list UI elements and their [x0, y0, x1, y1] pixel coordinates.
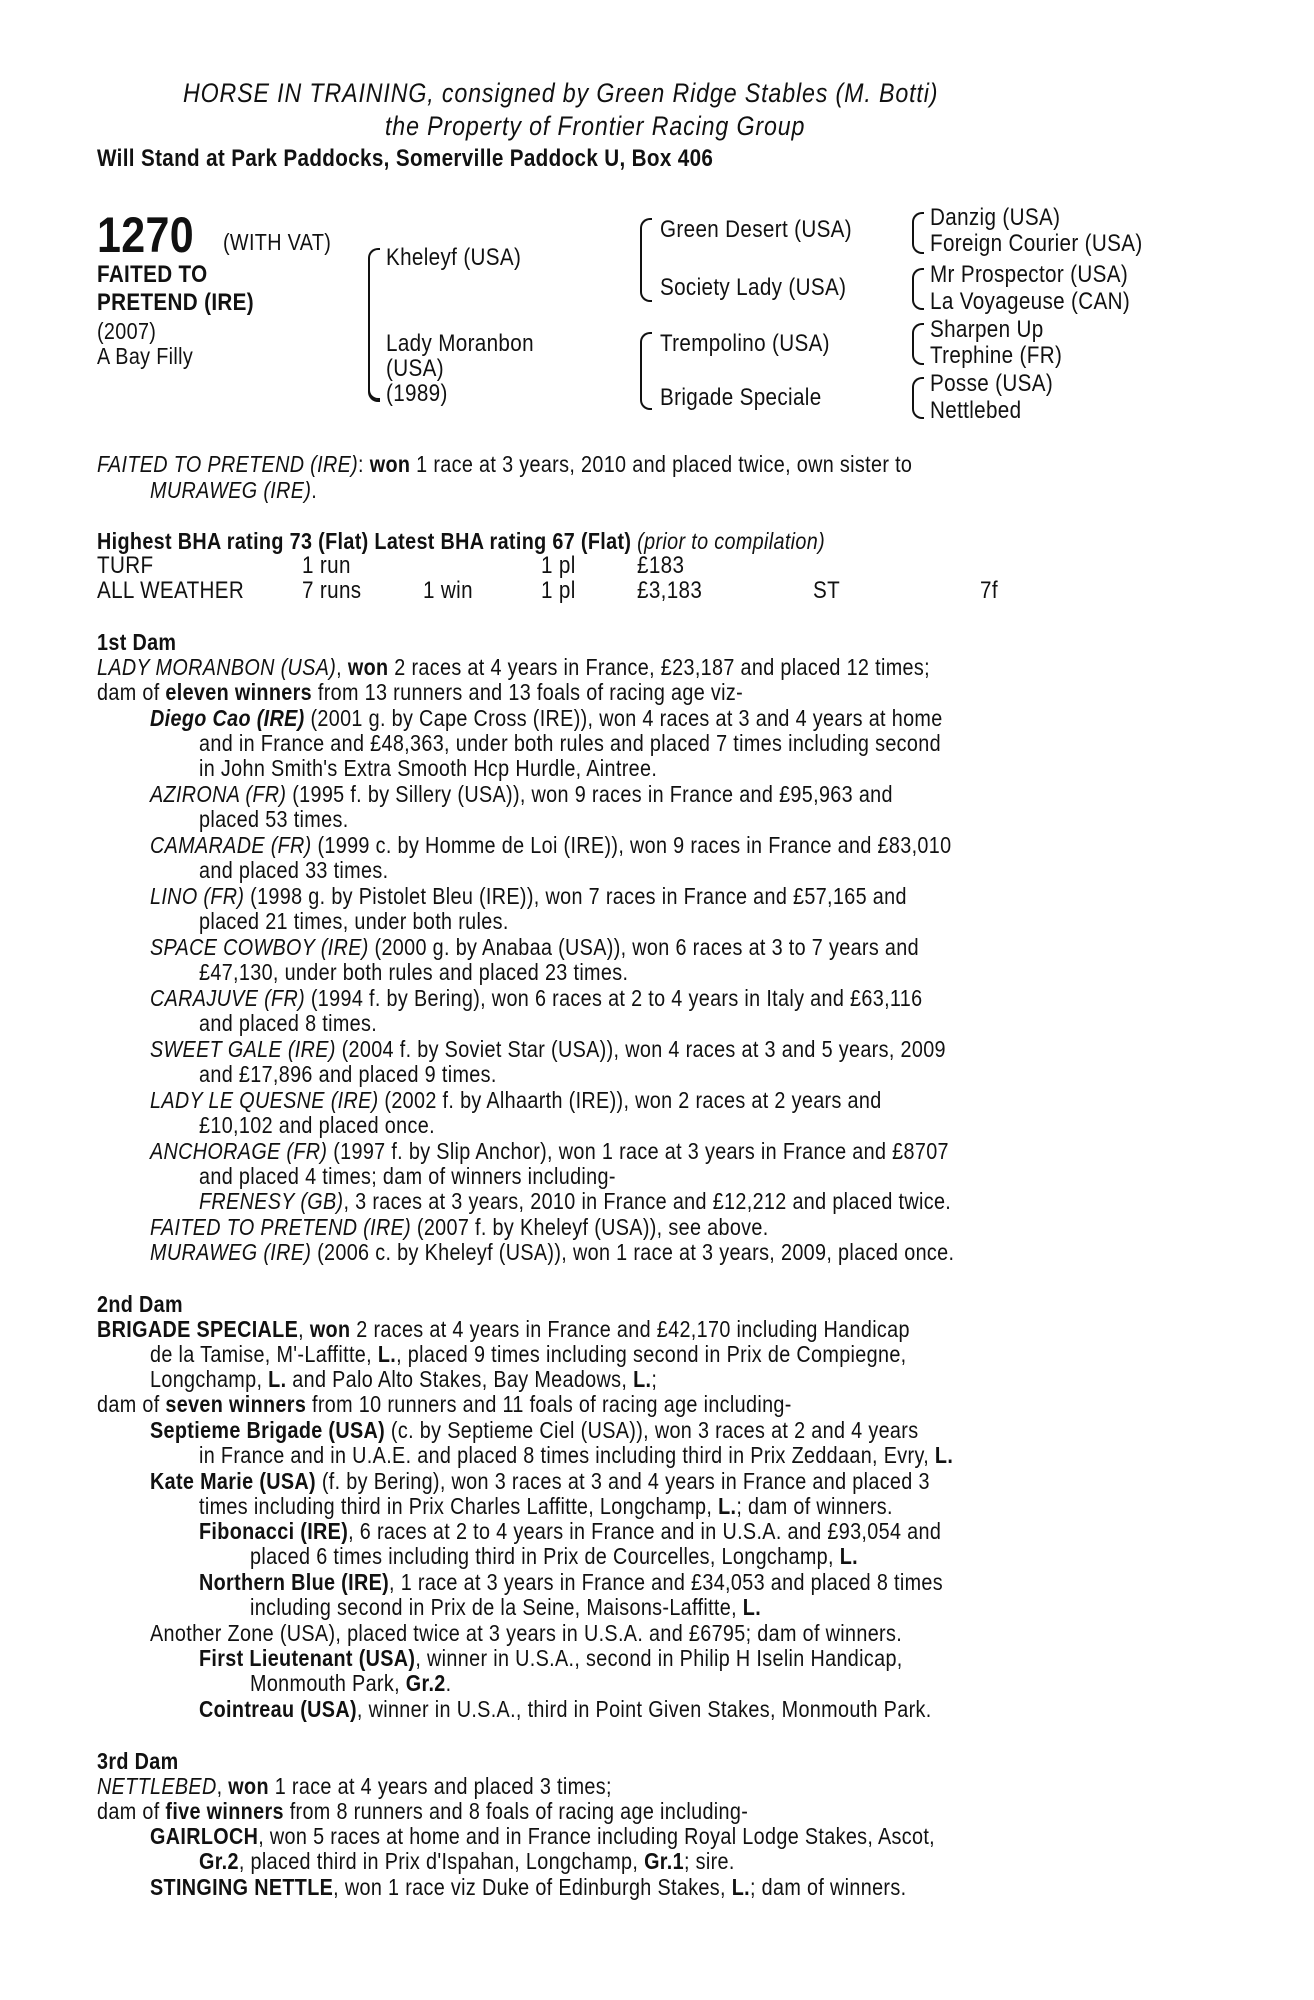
record-turf-surface: TURF	[97, 552, 154, 579]
dam1-offspring-4: LINO (FR) (1998 g. by Pistolet Bleu (IRE)), won 7 races in France and £57,165 and	[150, 883, 907, 909]
pedigree-brace-3c	[912, 323, 924, 365]
record-aw-wins: 1 win	[423, 577, 473, 604]
second-dam-line-4: dam of seven winners from 10 runners and 11 foals of racing age including-	[97, 1391, 792, 1417]
pedigree-ssd: Foreign Courier (USA)	[930, 230, 1143, 257]
dam1-offspring-9: ANCHORAGE (FR) (1997 f. by Slip Anchor), won 1 race at 3 years in France and £8707	[150, 1138, 949, 1164]
dam2-offspring-2: Kate Marie (USA) (f. by Bering), won 3 races at 3 and 4 years in France and placed 3	[150, 1468, 930, 1494]
pedigree-sss: Danzig (USA)	[930, 204, 1061, 231]
dam1-offspring-11: MURAWEG (IRE) (2006 c. by Kheleyf (USA)), won 1 race at 3 years, 2009, placed once.	[150, 1239, 955, 1265]
dam1-offspring-8-l2: £10,102 and placed once.	[199, 1112, 435, 1138]
dam1-offspring-6-l2: and placed 8 times.	[199, 1010, 378, 1036]
third-dam-heading: 3rd Dam	[97, 1748, 179, 1774]
record-aw-placed: 1 pl	[541, 577, 576, 604]
record-aw-runs: 7 runs	[302, 577, 362, 604]
dam1-offspring-5: SPACE COWBOY (IRE) (2000 g. by Anabaa (USA)), won 6 races at 3 to 7 years and	[150, 934, 919, 960]
second-dam-line-2: de la Tamise, M'-Laffitte, L., placed 9 times including second in Prix de Compiegne,	[150, 1341, 907, 1367]
pedigree-dds: Posse (USA)	[930, 370, 1054, 397]
dam2-grand-offspring-1: Fibonacci (IRE), 6 races at 2 to 4 years in France and in U.S.A. and £93,054 and	[199, 1518, 942, 1544]
summary-line-1: FAITED TO PRETEND (IRE): won 1 race at 3 years, 2010 and placed twice, own sister to	[97, 451, 913, 477]
dam1-offspring-5-l2: £47,130, under both rules and placed 23 times.	[199, 959, 629, 985]
dam3-offspring-2: STINGING NETTLE, won 1 race viz Duke of Edinburgh Stakes, L.; dam of winners.	[150, 1874, 907, 1900]
dam2-offspring-1-l2: in France and in U.A.E. and placed 8 times including third in Prix Zeddaan, Evry, L.	[199, 1442, 954, 1468]
pedigree-dss: Sharpen Up	[930, 316, 1044, 343]
record-turf-placed: 1 pl	[541, 552, 576, 579]
dam1-offspring-3: CAMARADE (FR) (1999 c. by Homme de Loi (IRE)), won 9 races in France and £83,010	[150, 832, 952, 858]
record-aw-distance: 7f	[980, 577, 998, 604]
property-line: the Property of Frontier Racing Group	[385, 111, 806, 141]
dam2-offspring-2-l2: times including third in Prix Charles Laffitte, Longchamp, L.; dam of winners.	[199, 1493, 893, 1519]
pedigree-brace-3b	[912, 268, 924, 310]
dam2-grand-offspring-2: Northern Blue (IRE), 1 race at 3 years in France and £34,053 and placed 8 times	[199, 1569, 943, 1595]
dam2-grand-offspring-1-l2: placed 6 times including third in Prix de Courcelles, Longchamp, L.	[250, 1543, 858, 1569]
pedigree-sire-dam: Society Lady (USA)	[660, 274, 847, 301]
pedigree-ddd: Nettlebed	[930, 397, 1022, 424]
dam1-offspring-8: LADY LE QUESNE (IRE) (2002 f. by Alhaarth (IRE)), won 2 races at 2 years and	[150, 1087, 882, 1113]
pedigree-sire-sire: Green Desert (USA)	[660, 216, 853, 243]
dam1-offspring-2-l2: placed 53 times.	[199, 806, 349, 832]
dam2-offspring-1: Septieme Brigade (USA) (c. by Septieme Ciel (USA)), won 3 races at 2 and 4 years	[150, 1417, 919, 1443]
horse-name-line2: PRETEND (IRE)	[97, 289, 254, 316]
record-aw-going: ST	[813, 577, 841, 604]
location-line: Will Stand at Park Paddocks, Somerville Paddock U, Box 406	[97, 145, 714, 172]
dam1-offspring-1-l2: and in France and £48,363, under both rules and placed 7 times including second	[199, 730, 941, 756]
pedigree-sdd: La Voyageuse (CAN)	[930, 288, 1131, 315]
pedigree-dsd: Trephine (FR)	[930, 342, 1063, 369]
dam3-offspring-1: GAIRLOCH, won 5 races at home and in France including Royal Lodge Stakes, Ascot,	[150, 1823, 936, 1849]
horse-description: A Bay Filly	[97, 343, 194, 369]
bha-rating: Highest BHA rating 73 (Flat) Latest BHA rating 67 (Flat) (prior to compilation)	[97, 528, 826, 554]
dam1-offspring-7-l2: and £17,896 and placed 9 times.	[199, 1061, 497, 1087]
third-dam-line-1: NETTLEBED, won 1 race at 4 years and placed 3 times;	[97, 1773, 612, 1799]
dam3-offspring-1-l2: Gr.2, placed third in Prix d'Ispahan, Longchamp, Gr.1; sire.	[199, 1848, 735, 1874]
third-dam-line-2: dam of five winners from 8 runners and 8 foals of racing age including-	[97, 1798, 749, 1824]
pedigree-dam-dam: Brigade Speciale	[660, 384, 822, 411]
consignor-line: HORSE IN TRAINING, consigned by Green Ridge Stables (M. Botti)	[183, 78, 939, 108]
dam1-offspring-7: SWEET GALE (IRE) (2004 f. by Soviet Star (USA)), won 4 races at 3 and 5 years, 2009	[150, 1036, 946, 1062]
horse-name-line1: FAITED TO	[97, 261, 208, 288]
pedigree-brace-3a	[912, 212, 924, 254]
first-dam-heading: 1st Dam	[97, 629, 177, 655]
pedigree-sire: Kheleyf (USA)	[386, 244, 522, 271]
record-aw-money: £3,183	[637, 577, 703, 604]
pedigree-dam-country: (USA)	[386, 355, 444, 382]
dam1-offspring-1-l3: in John Smith's Extra Smooth Hcp Hurdle, Aintree.	[199, 755, 658, 781]
summary-line-2: MURAWEG (IRE).	[150, 477, 318, 503]
dam1-offspring-9-l2: and placed 4 times; dam of winners including-	[199, 1163, 616, 1189]
second-dam-line-1: BRIGADE SPECIALE, won 2 races at 4 years in France and £42,170 including Handicap	[97, 1316, 910, 1342]
record-aw-surface: ALL WEATHER	[97, 577, 245, 604]
vat-label: (WITH VAT)	[223, 229, 332, 255]
pedigree-sds: Mr Prospector (USA)	[930, 261, 1129, 288]
dam1-offspring-1: Diego Cao (IRE) (2001 g. by Cape Cross (IRE)), won 4 races at 3 and 4 years at home	[150, 705, 943, 731]
dam1-offspring-4-l2: placed 21 times, under both rules.	[199, 908, 509, 934]
dam1-offspring-6: CARAJUVE (FR) (1994 f. by Bering), won 6 races at 2 to 4 years in Italy and £63,116	[150, 985, 923, 1011]
dam2-grand-offspring-3: First Lieutenant (USA), winner in U.S.A., second in Philip H Iselin Handicap,	[199, 1645, 903, 1671]
dam1-offspring-9-sub: FRENESY (GB), 3 races at 3 years, 2010 in France and £12,212 and placed twice.	[199, 1188, 952, 1214]
dam2-offspring-3: Another Zone (USA), placed twice at 3 years in U.S.A. and £6795; dam of winners.	[150, 1620, 903, 1646]
dam2-grand-offspring-4: Cointreau (USA), winner in U.S.A., third in Point Given Stakes, Monmouth Park.	[199, 1696, 932, 1722]
foaling-year: (2007)	[97, 318, 157, 344]
pedigree-brace-2a	[640, 218, 652, 302]
pedigree-brace-3d	[912, 377, 924, 419]
dam1-offspring-2: AZIRONA (FR) (1995 f. by Sillery (USA)), won 9 races in France and £95,963 and	[150, 781, 893, 807]
pedigree-brace-dam	[368, 330, 380, 402]
second-dam-line-3: Longchamp, L. and Palo Alto Stakes, Bay Meadows, L.;	[150, 1366, 658, 1392]
dam2-grand-offspring-3-l2: Monmouth Park, Gr.2.	[250, 1670, 452, 1696]
pedigree-brace-2b	[640, 332, 652, 410]
second-dam-heading: 2nd Dam	[97, 1291, 183, 1317]
pedigree-dam-year: (1989)	[386, 380, 448, 407]
first-dam-line-2: dam of eleven winners from 13 runners and 13 foals of racing age viz-	[97, 679, 744, 705]
record-turf-runs: 1 run	[302, 552, 351, 579]
pedigree-dam: Lady Moranbon	[386, 330, 534, 357]
dam2-grand-offspring-2-l2: including second in Prix de la Seine, Maisons-Laffitte, L.	[250, 1594, 762, 1620]
dam1-offspring-3-l2: and placed 33 times.	[199, 857, 389, 883]
record-turf-money: £183	[637, 552, 685, 579]
lot-number: 1270	[97, 207, 195, 263]
first-dam-line-1: LADY MORANBON (USA), won 2 races at 4 years in France, £23,187 and placed 12 times;	[97, 654, 930, 680]
pedigree-dam-sire: Trempolino (USA)	[660, 330, 830, 357]
dam1-offspring-10: FAITED TO PRETEND (IRE) (2007 f. by Kheleyf (USA)), see above.	[150, 1214, 769, 1240]
